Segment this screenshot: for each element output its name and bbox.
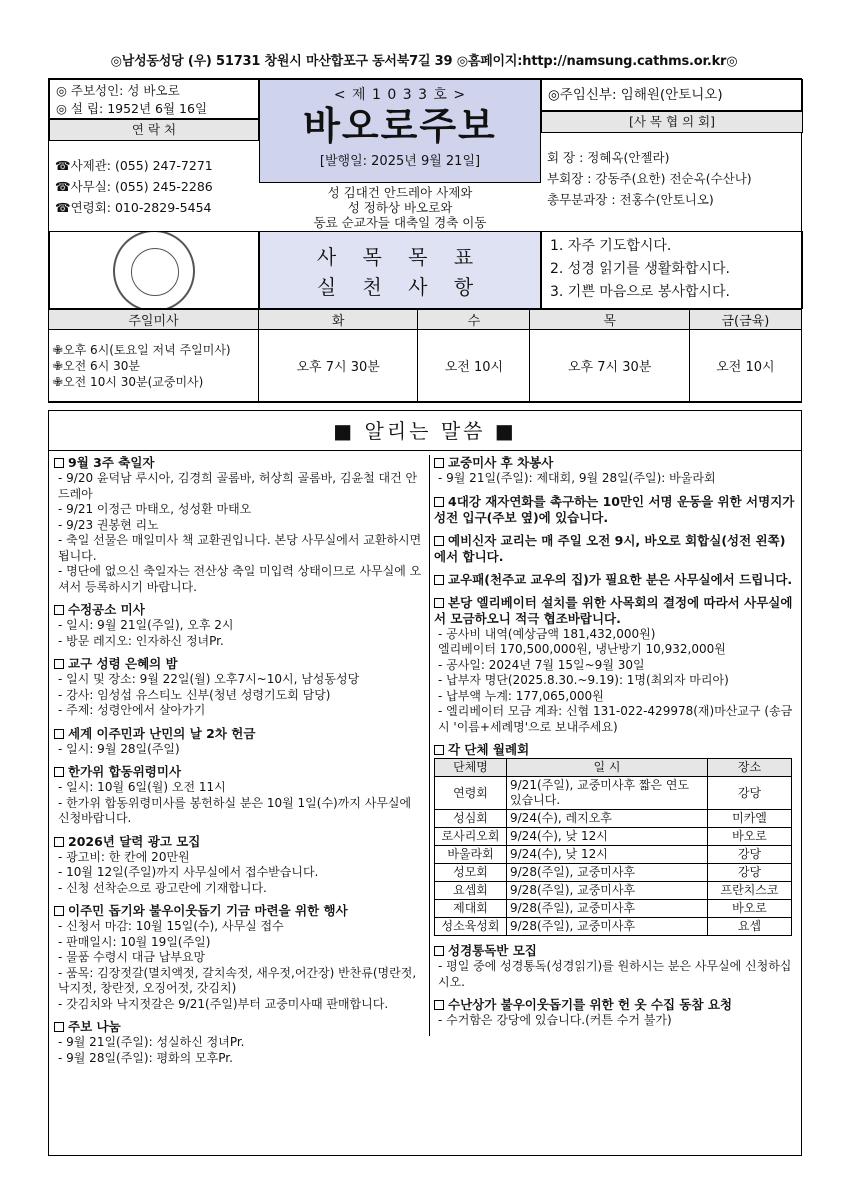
notice-line: - 강사: 임성섭 유스티노 신부(청년 성령기도회 담당) xyxy=(58,687,331,702)
notice-line: - 신청서 마감: 10월 15일(수), 사무실 접수 xyxy=(58,919,284,933)
square-bullet-icon xyxy=(54,837,64,847)
notice-line: - 일시 및 장소: 9월 22일(월) 오후7시~10시, 남성동성당 xyxy=(58,672,360,686)
notice-line: - 평일 중에 성경통독(성경읽기)를 원하시는 분은 사무실에 신청하십시오. xyxy=(438,959,792,989)
square-bullet-icon xyxy=(434,497,444,507)
notice-item xyxy=(434,572,795,588)
table-row xyxy=(435,918,792,936)
notice-line: - 9/20 윤덕남 루시아, 김경희 골롬바, 허상희 골롬바, 김윤철 대건 안드레아 xyxy=(58,471,418,501)
group-time: 9/28(주일), 교중미사후 xyxy=(507,918,708,936)
table-row xyxy=(435,828,792,846)
goal-item: 2. 성경 읽기를 생활화합시다. xyxy=(550,261,730,277)
announcements-left-column xyxy=(54,455,426,1073)
group-title: 각 단체 월례회 xyxy=(448,742,530,757)
notice-title-text: 4대강 재자연화를 촉구하는 10만인 서명 운동을 위한 서명지가 성전 입구(주보 옆)에 있습니다. xyxy=(434,493,795,525)
notice-item xyxy=(54,726,426,758)
notice-line: - 한가위 합동위령미사를 봉헌하실 분은 10월 1일(수)까지 사무실에 신청바랍니다. xyxy=(58,795,412,825)
group-place: 요셉 xyxy=(708,918,792,936)
sunday-mass-line: ✙오후 6시(토요일 저녁 주일미사) xyxy=(53,342,231,357)
notice-line: - 명단에 없으신 축일자는 전산상 축일 미입력 상태이므로 사무실에 오셔서 등록하시기 바랍니다. xyxy=(58,564,422,594)
group-time: 9/21(주일), 교중미사후 짧은 연도 있습니다. xyxy=(507,777,708,810)
table-row xyxy=(435,882,792,900)
notice-title xyxy=(54,726,426,742)
group-header: 일 시 xyxy=(507,759,708,777)
notice-title-text: 성경통독반 모집 xyxy=(448,943,537,958)
goal-title-2: 실 천 사 항 xyxy=(316,275,484,299)
contact-label: 연 락 처 xyxy=(49,119,259,141)
goal-item: 1. 자주 기도합시다. xyxy=(550,238,672,254)
notice-line: - 공사일: 2024년 7월 15일~9월 30일 xyxy=(438,657,645,672)
sunday-mass-line: ✙오전 6시 30분 xyxy=(53,358,140,373)
square-bullet-icon xyxy=(434,575,444,585)
notice-line: - 신청 선착순으로 광고란에 기재합니다. xyxy=(58,880,267,895)
group-header: 장소 xyxy=(708,759,792,777)
notice-line: - 10월 12일(주일)까지 사무실에서 접수받습니다. xyxy=(58,865,319,879)
notice-line: 엘리베이터 170,500,000원, 냉난방기 10,932,000원 xyxy=(438,642,726,656)
notice-line: - 공사비 내역(예상금액 181,432,000원) xyxy=(438,626,656,641)
announcements-title: ■ 알리는 말씀 ■ xyxy=(49,411,801,451)
notice-line: - 갓김치와 낙지젓갈은 9/21(주일)부터 교중미사때 판매합니다. xyxy=(58,996,389,1011)
group-place: 강당 xyxy=(708,777,792,810)
notice-title-text: 교우패(천주교 교우의 집)가 필요한 분은 사무실에서 드립니다. xyxy=(448,571,793,587)
table-row xyxy=(435,900,792,918)
notice-item xyxy=(54,764,426,827)
group-name: 성소육성회 xyxy=(435,918,507,936)
council-member: 회 장 : 정혜옥(안젤라) xyxy=(547,150,670,165)
square-bullet-icon xyxy=(54,729,64,739)
group-place: 바오로 xyxy=(708,828,792,846)
square-bullet-icon xyxy=(434,598,444,608)
notice-line: - 일시: 9월 21일(주일), 오후 2시 xyxy=(58,618,234,632)
notice-line: - 수거함은 강당에 있습니다.(커튼 수거 불가) xyxy=(438,1013,672,1027)
notice-line: - 납부액 누계: 177,065,000원 xyxy=(438,688,604,703)
contact-line: ☎사무실: (055) 245-2286 xyxy=(55,179,213,194)
notice-title-text: 교중미사 후 차봉사 xyxy=(448,455,554,470)
goal-item: 3. 기쁜 마음으로 봉사합시다. xyxy=(550,284,730,300)
notice-line: - 광고비: 한 칸에 20만원 xyxy=(58,849,190,864)
announcements-right-column xyxy=(429,455,795,1036)
notice-item xyxy=(54,656,426,719)
group-place: 강당 xyxy=(708,864,792,882)
notice-item xyxy=(54,602,426,649)
notice-line: - 방문 레지오: 인자하신 정녀Pr. xyxy=(58,633,224,648)
patron-info xyxy=(49,79,259,119)
table-row xyxy=(435,777,792,810)
square-bullet-icon xyxy=(434,946,444,956)
notice-title xyxy=(434,455,795,471)
square-bullet-icon xyxy=(54,659,64,669)
group-name: 연령회 xyxy=(435,777,507,810)
pastor: ◎주임신부: 임해원(안토니오) xyxy=(541,79,803,111)
council-list xyxy=(541,137,803,231)
notice-title xyxy=(54,834,426,850)
group-meetings xyxy=(434,742,795,936)
council-member: 총무분과장 : 전홍수(안토니오) xyxy=(547,192,714,207)
notice-line: - 9월 28일(주일): 평화의 모후Pr. xyxy=(58,1050,233,1065)
square-bullet-icon xyxy=(54,767,64,777)
table-row xyxy=(435,846,792,864)
notice-title xyxy=(54,656,426,672)
mass-header: 수 xyxy=(418,310,530,330)
feast-line: 성 정하상 바오로와 xyxy=(347,200,453,215)
fri-mass: 오전 10시 xyxy=(689,330,801,402)
notice-line: - 일시: 10월 6일(월) 오전 11시 xyxy=(58,780,226,794)
group-time: 9/28(주일), 교중미사후 xyxy=(507,864,708,882)
notice-item xyxy=(54,834,426,897)
group-name: 제대회 xyxy=(435,900,507,918)
group-place: 바오로 xyxy=(708,900,792,918)
bulletin-title: 바오로주보 xyxy=(303,103,497,148)
feast-line: 성 김대건 안드레아 사제와 xyxy=(327,185,473,200)
notice-title xyxy=(434,595,795,627)
notice-line: - 일시: 9월 28일(주일) xyxy=(58,741,180,756)
group-time: 9/28(주일), 교중미사후 xyxy=(507,882,708,900)
council-member: 부회장 : 강동주(요한) 전순옥(수산나) xyxy=(547,171,752,186)
group-name: 요셉회 xyxy=(435,882,507,900)
notice-item xyxy=(434,595,795,736)
contact-line: ☎사제관: (055) 247-7271 xyxy=(55,158,213,173)
notice-line: - 엘리베이터 모금 계좌: 신협 131-022-429978(재)마산교구 (송금시 '이름+세례명'으로 보내주세요) xyxy=(438,704,793,734)
seal-cell xyxy=(49,231,259,309)
notice-line: - 판매일시: 10월 19일(주일) xyxy=(58,934,211,949)
notice-title-text: 교구 성령 은혜의 밤 xyxy=(68,656,178,671)
group-place: 미카엘 xyxy=(708,810,792,828)
feast-note xyxy=(259,183,541,231)
group-name: 성모회 xyxy=(435,864,507,882)
notice-line: - 축일 선물은 매일미사 책 교환권입니다. 본당 사무실에서 교환하시면 됩니다. xyxy=(58,533,422,563)
notice-title-text: 수난상가 불우이웃돕기를 위한 헌 옷 수집 동참 요청 xyxy=(448,997,733,1012)
group-time: 9/24(수), 레지오후 xyxy=(507,810,708,828)
notice-title-text: 주보 나눔 xyxy=(68,1019,121,1034)
group-meetings-table xyxy=(434,758,792,936)
notice-title-text: 수정공소 미사 xyxy=(68,602,145,617)
notice-item xyxy=(434,455,795,487)
founded: ◎ 설 립: 1952년 6월 16일 xyxy=(56,101,208,116)
mass-header: 화 xyxy=(259,310,418,330)
group-name: 로사리오회 xyxy=(435,828,507,846)
square-bullet-icon xyxy=(54,605,64,615)
notice-title-text: 9월 3주 축일자 xyxy=(68,455,155,470)
notice-line: - 물품 수령시 대금 납부요망 xyxy=(58,950,206,964)
notice-title-text: 예비신자 교리는 매 주일 오전 9시, 바오로 회합실(성전 왼쪽)에서 합니다. xyxy=(434,532,786,564)
notice-title-text: 한가위 합동위령미사 xyxy=(68,764,182,779)
feast-line: 동료 순교자들 대축일 경축 이동 xyxy=(313,215,487,230)
mass-header: 금(금육) xyxy=(689,310,801,330)
mass-schedule-table xyxy=(48,309,802,402)
table-row xyxy=(435,810,792,828)
issue-number: < 제 1 0 3 3 호 > xyxy=(333,87,467,103)
notice-title xyxy=(434,572,795,588)
parish-seal-icon xyxy=(113,231,195,309)
notice-title xyxy=(434,494,795,526)
notice-title xyxy=(434,533,795,565)
square-bullet-icon xyxy=(434,745,444,755)
notice-title xyxy=(54,903,426,919)
notice-line: - 9/23 권봉현 리노 xyxy=(58,517,159,532)
wed-mass: 오전 10시 xyxy=(418,330,530,402)
notice-item xyxy=(434,533,795,565)
thu-mass: 오후 7시 30분 xyxy=(530,330,689,402)
notice-title-text: 본당 엘리베이터 설치를 위한 사목회의 결정에 따라서 사무실에서 모금하오니 적극 협조바랍니다. xyxy=(434,594,793,626)
council-label: [사 목 협 의 회] xyxy=(541,111,803,133)
notice-line: - 9월 21일(주일): 성실하신 정녀Pr. xyxy=(58,1035,245,1049)
issue-date: [발행일: 2025년 9월 21일] xyxy=(319,154,481,169)
notice-title-text: 2026년 달력 광고 모집 xyxy=(68,833,201,849)
table-row xyxy=(435,864,792,882)
notice-item xyxy=(434,494,795,526)
group-place: 강당 xyxy=(708,846,792,864)
notice-title xyxy=(54,1019,426,1035)
notice-item xyxy=(54,455,426,595)
square-bullet-icon xyxy=(54,906,64,916)
square-bullet-icon xyxy=(434,536,444,546)
notice-line: - 납부자 명단(2025.8.30.~9.19): 1명(최외자 마리아) xyxy=(438,673,729,687)
group-name: 성심회 xyxy=(435,810,507,828)
square-bullet-icon xyxy=(54,1022,64,1032)
notice-title xyxy=(54,602,426,618)
contact-line: ☎연령회: 010-2829-5454 xyxy=(55,200,212,215)
sunday-mass-times xyxy=(49,330,259,402)
mass-header: 목 xyxy=(530,310,689,330)
mass-header: 주일미사 xyxy=(49,310,259,330)
notice-title xyxy=(434,997,795,1013)
notice-title xyxy=(54,764,426,780)
announcements xyxy=(48,410,802,1156)
notice-line: - 품목: 김장젓갈(멸치액젓, 갈치속젓, 새우젓,어간장) 반찬류(명란젓, 낙지젓, 창란젓, 오징어젓, 갓김치) xyxy=(58,965,417,995)
notice-title xyxy=(54,455,426,471)
goal-list xyxy=(541,231,803,309)
square-bullet-icon xyxy=(54,458,64,468)
contact-list xyxy=(49,141,259,231)
notice-item xyxy=(54,903,426,1012)
tue-mass: 오후 7시 30분 xyxy=(259,330,418,402)
notice-line: - 9월 21일(주일): 제대회, 9월 28일(주일): 바울라회 xyxy=(438,471,716,485)
square-bullet-icon xyxy=(434,1000,444,1010)
square-bullet-icon xyxy=(434,458,444,468)
group-time: 9/24(수), 낮 12시 xyxy=(507,828,708,846)
group-header: 단체명 xyxy=(435,759,507,777)
notice-item xyxy=(434,997,795,1029)
patron: ◎ 주보성인: 성 바오로 xyxy=(56,83,180,98)
title-box xyxy=(259,79,541,183)
notice-title xyxy=(434,943,795,959)
goal-box xyxy=(259,231,541,309)
group-name: 바울라회 xyxy=(435,846,507,864)
group-place: 프란치스코 xyxy=(708,882,792,900)
notice-title-text: 세계 이주민과 난민의 날 2차 헌금 xyxy=(68,725,256,741)
notice-item xyxy=(434,943,795,990)
notice-line: - 9/21 이정근 마태오, 성성환 마태오 xyxy=(58,502,252,516)
group-time: 9/28(주일), 교중미사후 xyxy=(507,900,708,918)
notice-title-text: 이주민 돕기와 불우이웃돕기 기금 마련을 위한 행사 xyxy=(68,903,348,918)
sunday-mass-line: ✙오전 10시 30분(교중미사) xyxy=(53,374,204,389)
notice-item xyxy=(54,1019,426,1066)
notice-line: - 주제: 성령안에서 살아가기 xyxy=(58,703,206,717)
parish-address-line: ◎남성동성당 (우) 51731 창원시 마산합포구 동서북7길 39 ◎홈페이지:http://namsung.cathms.or.kr◎ xyxy=(110,54,738,69)
goal-title-1: 사 목 목 표 xyxy=(316,245,484,269)
group-time: 9/24(수), 낮 12시 xyxy=(507,846,708,864)
